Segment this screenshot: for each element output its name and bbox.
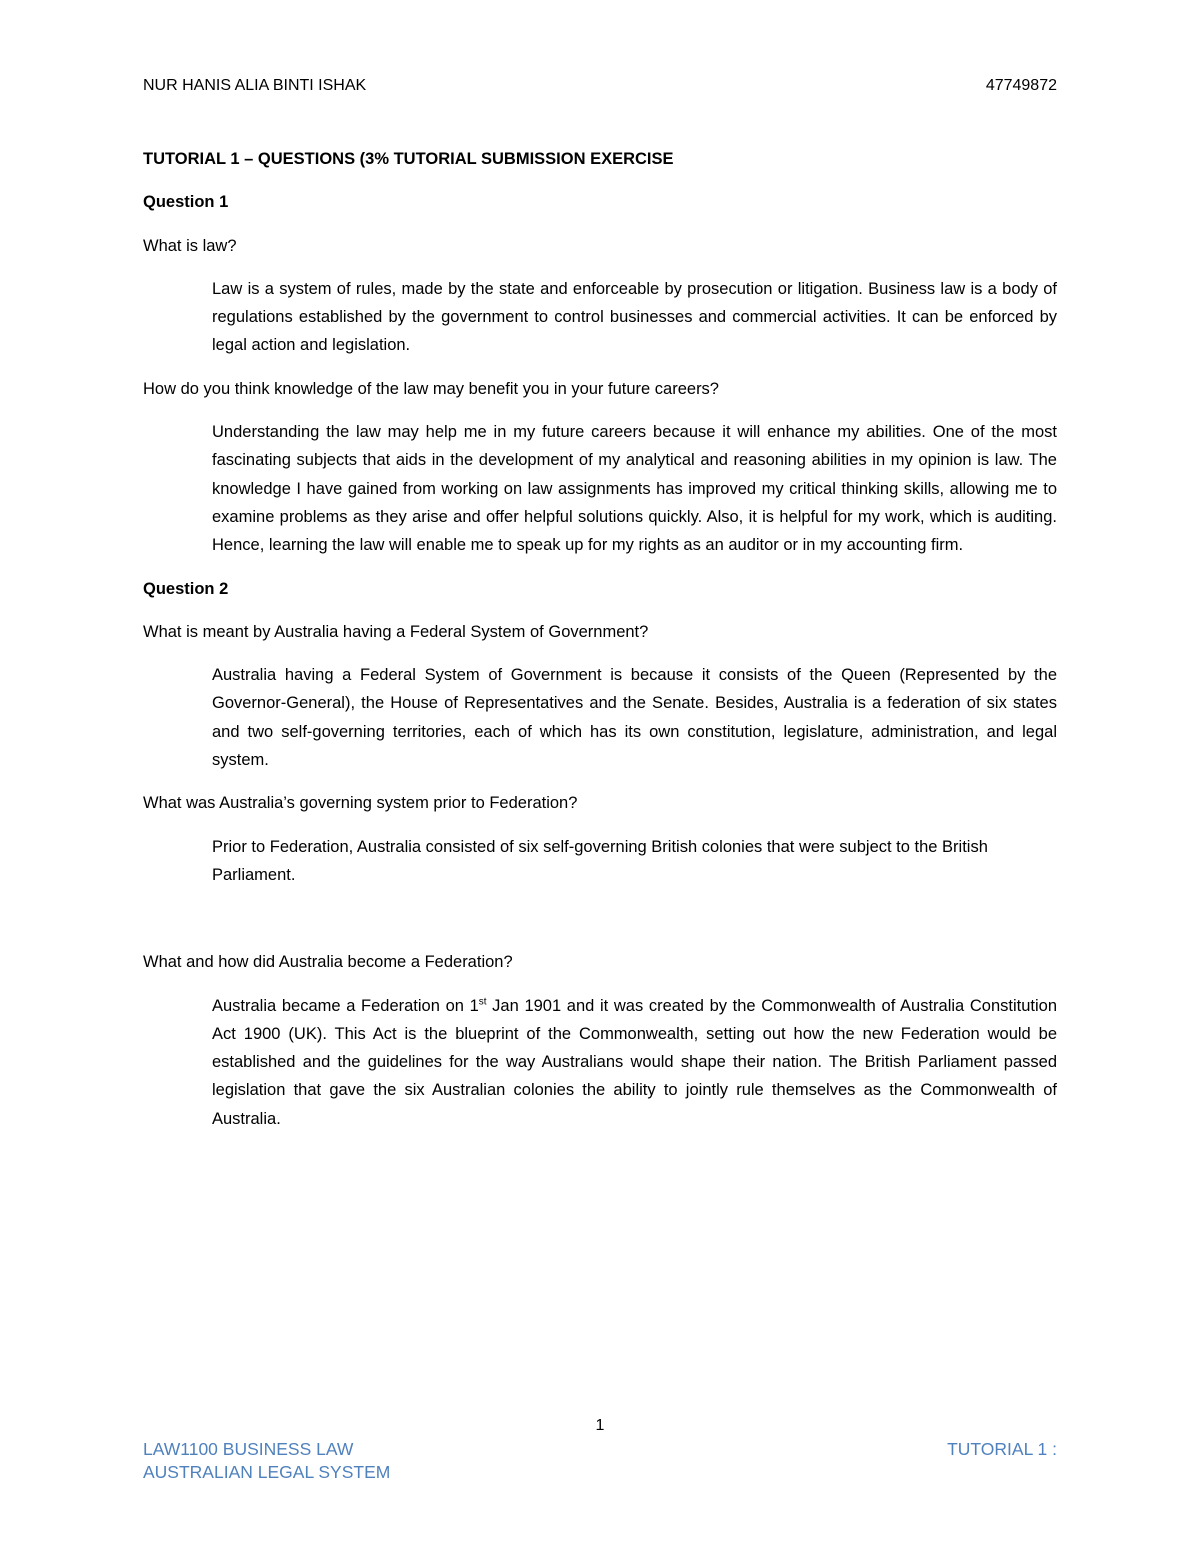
page-footer — [143, 1438, 1057, 1484]
footer-tutorial: TUTORIAL 1 : — [947, 1439, 1057, 1459]
student-id: 47749872 — [985, 77, 1057, 94]
question-text: What is meant by Australia having a Federal System of Government? — [143, 622, 649, 641]
answer-text: Understanding the law may help me in my future careers because it will enhance my abilities. One of the most fascinating subjects that aids in the development of my analytical and reasoning abilities in my opinion is law. The knowledge I have gained from working on law assignments has improved my critical thinking skills, allowing me to examine problems as they arise and offer helpful solutions quickly. Also, it is helpful for my work, which is auditing. Hence, learning the law will enable me to speak up for my rights as an auditor or in my accounting firm. — [212, 423, 1057, 555]
answer-text-part: Australia became a Federation on 1 — [212, 996, 479, 1015]
question-text: What and how did Australia become a Federation? — [143, 953, 513, 972]
author-name: NUR HANIS ALIA BINTI ISHAK — [143, 77, 367, 94]
blank-line — [143, 904, 1057, 948]
document-title: TUTORIAL 1 – QUESTIONS (3% TUTORIAL SUBMISSION EXERCISE — [143, 150, 674, 168]
question-text: What is law? — [143, 236, 237, 255]
page-header — [143, 76, 1057, 96]
answer-text: Australia having a Federal System of Government is because it consists of the Queen (Represented by the Governor-General), the House of Representatives and the Senate. Besides, Australia is a federation of six states and two self-governing territories, each of which has its own constitution, legislature, administration, and legal system. — [212, 666, 1057, 770]
answer-text: Law is a system of rules, made by the state and enforceable by prosecution or litigation. Business law is a body of regulations established by the government to control businesses and commercial activities. It can be enforced by legal action and legislation. — [212, 279, 1057, 355]
question-2-heading: Question 2 — [143, 579, 229, 598]
question-text: How do you think knowledge of the law may benefit you in your future careers? — [143, 379, 719, 398]
question-1-heading: Question 1 — [143, 193, 229, 212]
page-number: 1 — [595, 1417, 605, 1434]
answer-text — [212, 992, 1057, 1133]
answer-text: Prior to Federation, Australia consisted of six self-governing British colonies that were subject to the British Parliament. — [212, 837, 988, 884]
answer-text-part: Jan 1901 and it was created by the Commonwealth of Australia Constitution Act 1900 (UK). This Act is the blueprint of the Commonwealth, setting out how the new Federation would be established and the guidelines for the way Australians would shape their nation. The British Parliament passed legislation that gave the six Australian colonies the ability to jointly rule themselves as the Commonwealth of Australia. — [212, 996, 1057, 1128]
footer-topic: AUSTRALIAN LEGAL SYSTEM — [143, 1462, 391, 1482]
footer-row — [143, 1438, 1057, 1461]
footer-course: LAW1100 BUSINESS LAW — [143, 1439, 354, 1459]
document-body — [143, 145, 1057, 1148]
question-text: What was Australia’s governing system prior to Federation? — [143, 794, 578, 813]
ordinal-suffix: st — [478, 996, 487, 1008]
